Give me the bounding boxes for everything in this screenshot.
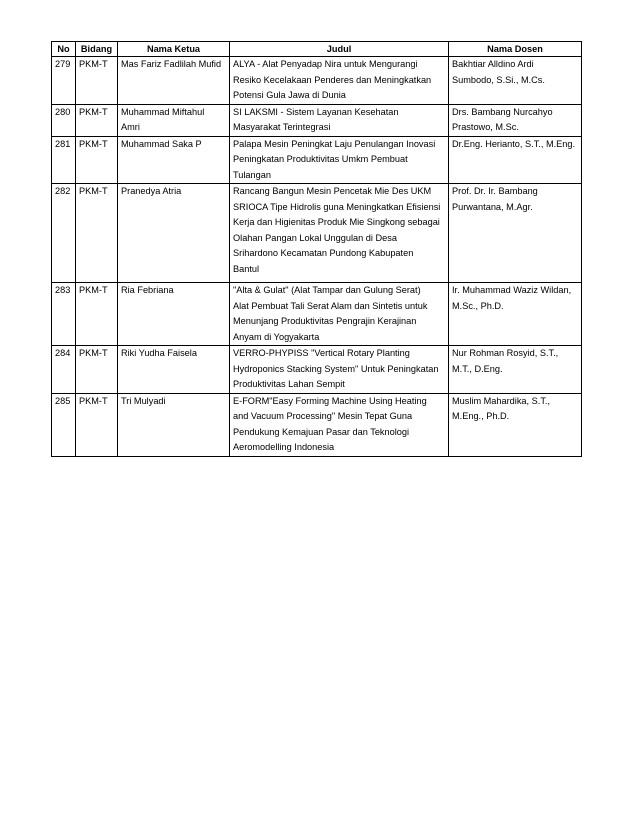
cell-judul-line: Hydroponics Stacking System" Untuk Peningkatan [233,363,439,374]
cell-nama-dosen-line: M.Eng., Ph.D. [452,411,510,421]
table-row [52,104,582,136]
cell-judul [230,393,449,456]
cell-nama-ketua [118,57,230,105]
cell-no: 284 [52,346,76,394]
table-row [52,393,582,456]
cell-nama-dosen-line: Prastowo, M.Sc. [452,122,519,132]
cell-judul-line: Olahan Pangan Lokal Unggulan di Desa [233,232,397,243]
table-row [52,184,582,283]
cell-judul-line: Anyam di Yogyakarta [233,331,320,342]
cell-judul-line: and Vacuum Processing" Mesin Tepat Guna [233,411,413,421]
cell-no: 281 [52,136,76,184]
cell-nama-ketua-line: Amri [121,122,140,132]
cell-judul-line: Masyarakat Terintegrasi [233,122,331,132]
cell-nama-ketua-line: Mas Fariz Fadlilah Mufid [121,59,222,69]
cell-nama-dosen [449,393,582,456]
cell-judul [230,136,449,184]
table-row [52,283,582,346]
cell-nama-dosen [449,283,582,346]
cell-judul-line: ALYA - Alat Penyadap Nira untuk Mengurangi [233,59,418,69]
pkm-table [51,41,582,457]
header-row [52,42,582,57]
cell-judul-line: E-FORM"Easy Forming Machine Using Heating [233,395,427,406]
cell-nama-dosen-line: Drs. Bambang Nurcahyo [452,106,553,117]
cell-judul-line: Menunjang Produktivitas Pengrajin Kerajinan [233,316,417,326]
cell-nama-dosen-line: Dr.Eng. Herianto, S.T., M.Eng. [452,138,576,149]
cell-nama-ketua [118,283,230,346]
cell-judul-line: Rancang Bangun Mesin Pencetak Mie Des UKM [233,186,432,196]
cell-nama-ketua-line: Riki Yudha Faisela [121,348,197,358]
cell-judul-line: Palapa Mesin Peningkat Laju Penulangan Inovasi [233,138,436,149]
cell-judul-line: Bantul [233,263,260,274]
cell-nama-ketua [118,104,230,136]
header-judul: Judul [230,42,449,57]
cell-bidang: PKM-T [76,184,118,283]
cell-judul-line: SRIOCA Tipe Hidrolis guna Meningkatkan Efisiensi [233,201,441,212]
cell-no: 280 [52,104,76,136]
cell-no: 282 [52,184,76,283]
cell-judul-line: Kerja dan Higienitas Produk Mie Singkong sebagai [233,217,440,227]
cell-bidang: PKM-T [76,104,118,136]
cell-no: 285 [52,393,76,456]
cell-judul [230,104,449,136]
cell-judul-line: Produktivitas Lahan Sempit [233,379,345,389]
header-nama-dosen: Nama Dosen [449,42,582,57]
cell-judul-line: Aeromodelling Indonesia [233,442,335,452]
cell-nama-dosen [449,104,582,136]
cell-judul [230,57,449,105]
cell-judul-line: Tulangan [233,169,271,180]
cell-judul [230,184,449,283]
cell-nama-ketua [118,136,230,184]
cell-judul-line: Peningkatan Produktivitas Umkm Pembuat [233,154,408,164]
cell-nama-ketua-line: Muhammad Saka P [121,138,202,149]
cell-judul-line: Srihardono Kecamatan Pundong Kabupaten [233,248,414,258]
cell-nama-dosen [449,184,582,283]
cell-bidang: PKM-T [76,393,118,456]
cell-judul-line: "Alta & Gulat" (Alat Tampar dan Gulung Serat) [233,285,421,295]
cell-nama-ketua-line: Tri Mulyadi [121,395,166,406]
cell-judul [230,346,449,394]
cell-nama-dosen [449,136,582,184]
cell-no: 283 [52,283,76,346]
header-nama-ketua: Nama Ketua [118,42,230,57]
cell-no: 279 [52,57,76,105]
cell-bidang: PKM-T [76,136,118,184]
cell-nama-ketua [118,393,230,456]
table-row [52,57,582,105]
cell-nama-ketua-line: Pranedya Atria [121,186,182,196]
cell-nama-dosen-line: Purwantana, M.Agr. [452,201,533,212]
cell-nama-dosen-line: M.Sc., Ph.D. [452,300,504,311]
cell-bidang: PKM-T [76,283,118,346]
cell-nama-ketua-line: Muhammad Miftahul [121,106,205,117]
header-bidang: Bidang [76,42,118,57]
cell-bidang: PKM-T [76,346,118,394]
cell-nama-dosen-line: Nur Rohman Rosyid, S.T., [452,348,559,358]
cell-judul-line: Pendukung Kemajuan Pasar dan Teknologi [233,426,410,437]
cell-judul-line: Resiko Kecelakaan Penderes dan Meningkatkan [233,74,432,85]
table-row [52,136,582,184]
cell-nama-ketua [118,346,230,394]
data-sheet [51,41,581,457]
table-row [52,346,582,394]
header-no: No [52,42,76,57]
cell-judul-line: Alat Pembuat Tali Serat Alam dan Sintetis untuk [233,300,428,311]
cell-nama-ketua [118,184,230,283]
cell-nama-dosen-line: Sumbodo, S.Si., M.Cs. [452,74,545,85]
cell-nama-dosen-line: M.T., D.Eng. [452,363,503,374]
cell-nama-dosen [449,57,582,105]
cell-nama-dosen-line: Muslim Mahardika, S.T., [452,395,551,406]
cell-nama-ketua-line: Ria Febriana [121,285,174,295]
cell-judul [230,283,449,346]
cell-nama-dosen-line: Ir. Muhammad Waziz Wildan, [452,285,572,295]
cell-nama-dosen-line: Prof. Dr. Ir. Bambang [452,186,538,196]
cell-bidang: PKM-T [76,57,118,105]
cell-nama-dosen [449,346,582,394]
cell-judul-line: SI LAKSMI - Sistem Layanan Kesehatan [233,106,399,117]
cell-nama-dosen-line: Bakhtiar Alldino Ardi [452,59,534,69]
cell-judul-line: VERRO-PHYPISS "Vertical Rotary Planting [233,348,410,358]
cell-judul-line: Potensi Gula Jawa di Dunia [233,90,346,100]
